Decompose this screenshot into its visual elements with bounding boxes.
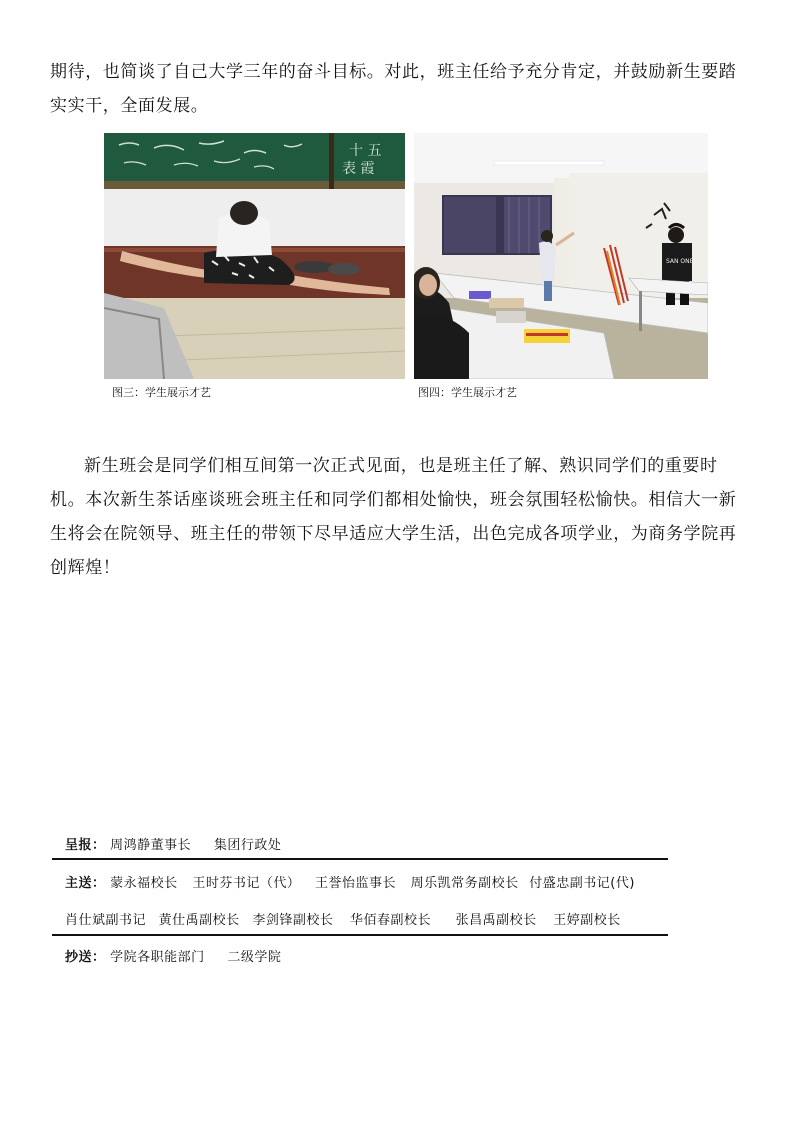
send-recipient: 华佰春副校长 (349, 913, 431, 928)
figure-caption-3: 图三：学生展示才艺 (112, 386, 211, 399)
paragraph-conclusion: 新生班会是同学们相互间第一次正式见面，也是班主任了解、熟识同学们的重要时机。本次新生茶话座谈班会班主任和同学们都相处愉快，班会氛围轻松愉快。相信大一新生将会在院领导、班主任的带领下尽早适应大学生活，出色完成各项学业，为商务学院再创辉煌！ (50, 456, 737, 578)
report-label: 呈报： (65, 838, 106, 853)
copy-recipient: 二级学院 (227, 950, 282, 965)
copy-recipient: 学院各职能部门 (110, 950, 205, 965)
send-recipient: 李剑锋副校长 (252, 913, 334, 928)
send-recipient: 肖仕斌副书记 (65, 913, 147, 928)
copy-line (65, 946, 281, 965)
figure-caption-4: 图四：学生展示才艺 (418, 386, 517, 399)
report-recipient: 集团行政处 (213, 838, 282, 853)
blackboard-text: 十 五表 霞 (342, 143, 382, 177)
send-recipient: 周乐凯常务副校长 (410, 876, 519, 891)
report-line (65, 834, 281, 853)
send-line-1 (65, 872, 635, 891)
send-recipient: 王誉怡监事长 (314, 876, 396, 891)
copy-label: 抄送： (65, 950, 106, 965)
send-recipient: 付盛忠副书记(代) (529, 876, 635, 891)
send-label: 主送： (65, 876, 106, 891)
paragraph-continued: 期待，也简谈了自己大学三年的奋斗目标。对此，班主任给予充分肯定，并鼓励新生要踏实实干，全面发展。 (50, 62, 737, 116)
report-recipient: 周鸿静董事长 (110, 838, 192, 853)
send-recipient: 黄仕禹副校长 (158, 913, 240, 928)
send-line-2 (65, 909, 621, 928)
photo-student-split-dance (104, 133, 405, 379)
photo-student-performance (414, 133, 708, 379)
send-recipient: 蒙永福校长 (110, 876, 178, 891)
tshirt-text: SAN ONE (666, 258, 694, 265)
divider-line (52, 934, 668, 936)
divider-line (52, 858, 668, 860)
send-recipient: 张昌禹副校长 (455, 913, 537, 928)
send-recipient: 王时芬书记（代） (192, 876, 301, 891)
send-recipient: 王婷副校长 (553, 913, 621, 928)
